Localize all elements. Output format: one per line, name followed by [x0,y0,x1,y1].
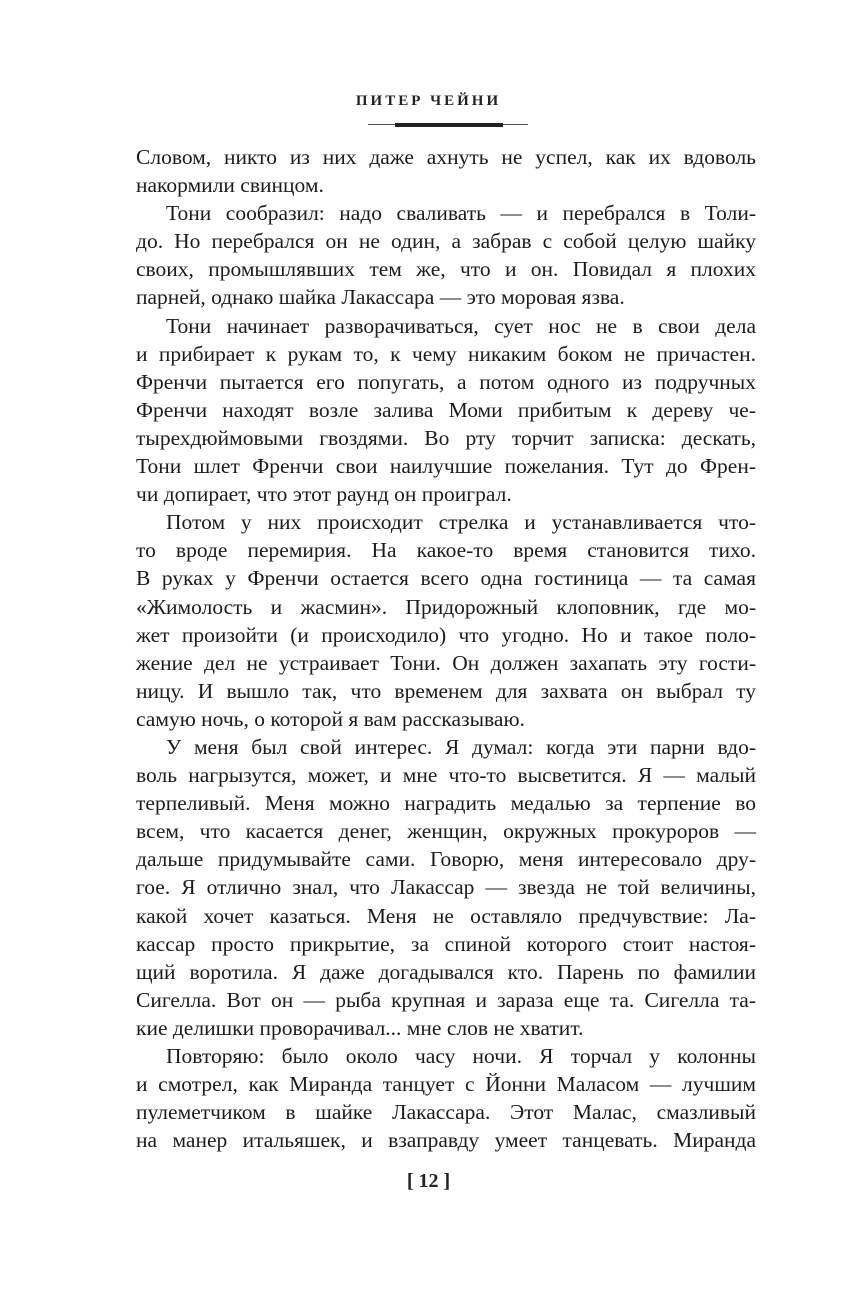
text-line: жет произойти (и происходило) что угодно. Но и такое поло- [136,622,756,647]
text-line: Тони сообразил: надо сваливать — и перебрался в Толи- [166,201,756,226]
page-number: [ 12 ] [406,1170,451,1192]
text-line: щий воротила. Я даже догадывался кто. Парень по фамилии [136,959,756,984]
body-text [136,143,756,1154]
text-line: дальше придумывайте сами. Говорю, меня интересовало дру- [136,847,756,872]
text-line: Повторяю: было около часу ночи. Я торчал у колонны [166,1044,756,1068]
text-line: У меня был свой интерес. Я думал: когда эти парни вдо- [166,734,756,759]
text-line: Словом, никто из них даже ахнуть не успел, как их вдоволь [136,145,756,169]
text-line: гое. Я отлично знал, что Лакассар — звезда не той величины, [136,875,756,900]
text-line: терпеливый. Меня можно наградить медалью за терпение во [136,791,756,816]
text-line: Френчи пытается его попугать, а потом одного из подручных [136,369,756,394]
text-line: чи допирает, что этот раунд он проиграл. [136,482,512,507]
text-line: жение дел не устраивает Тони. Он должен захапать эту гости- [136,650,756,675]
text-line: Тони шлет Френчи свои наилучшие пожелания. Тут до Френ- [136,454,756,479]
text-line: и прибирает к рукам то, к чему никаким боком не причастен. [136,341,756,366]
text-line: всем, что касается денег, женщин, окружных прокуроров — [136,819,756,844]
text-line: Потом у них происходит стрелка и устанавливается что- [166,510,756,535]
text-line: парней, однако шайка Лакассара — это моровая язва. [136,285,625,310]
text-line: Френчи находят возле залива Моми прибитым к дереву че- [136,397,756,422]
text-line: и смотрел, как Миранда танцует с Йонни Маласом — лучшим [136,1072,756,1097]
text-line: Сигелла. Вот он — рыба крупная и зараза еще та. Сигелла та- [136,987,756,1012]
running-header: ПИТЕР ЧЕЙНИ [355,93,502,109]
text-line: какой хочет казаться. Меня не оставляло предчувствие: Ла- [136,903,756,928]
text-line: Тони начинает разворачиваться, сует нос не в свои дела [166,313,756,338]
header-rule-accent [395,123,503,127]
text-line: до. Но перебрался он не один, а забрав с собой целую шайку [136,229,756,254]
text-line: тырехдюймовыми гвоздями. Во рту торчит записка: дескать, [136,425,756,450]
text-line: кассар просто прикрытие, за спиной которого стоит настоя- [136,931,756,956]
text-line: воль нагрызутся, может, и мне что-то высветится. Я — малый [136,763,756,788]
text-line: своих, промышлявших тем же, что и он. Повидал я плохих [136,257,756,282]
text-line: ницу. И вышло так, что временем для захвата он выбрал ту [136,678,756,703]
text-line: пулеметчиком в шайке Лакассара. Этот Малас, смазливый [136,1100,756,1125]
text-line: кие делишки проворачивал... мне слов не хватит. [136,1015,584,1040]
text-line: В руках у Френчи остается всего одна гостиница — та самая [136,566,756,591]
text-line: на манер итальяшек, и взаправду умеет танцевать. Миранда [136,1128,756,1153]
text-line: то вроде перемирия. На какое-то время становится тихо. [136,538,756,563]
text-line: «Жимолость и жасмин». Придорожный клоповник, где мо- [136,594,756,619]
text-line: накормили свинцом. [136,173,324,198]
text-line: самую ночь, о которой я вам рассказываю. [136,706,525,731]
